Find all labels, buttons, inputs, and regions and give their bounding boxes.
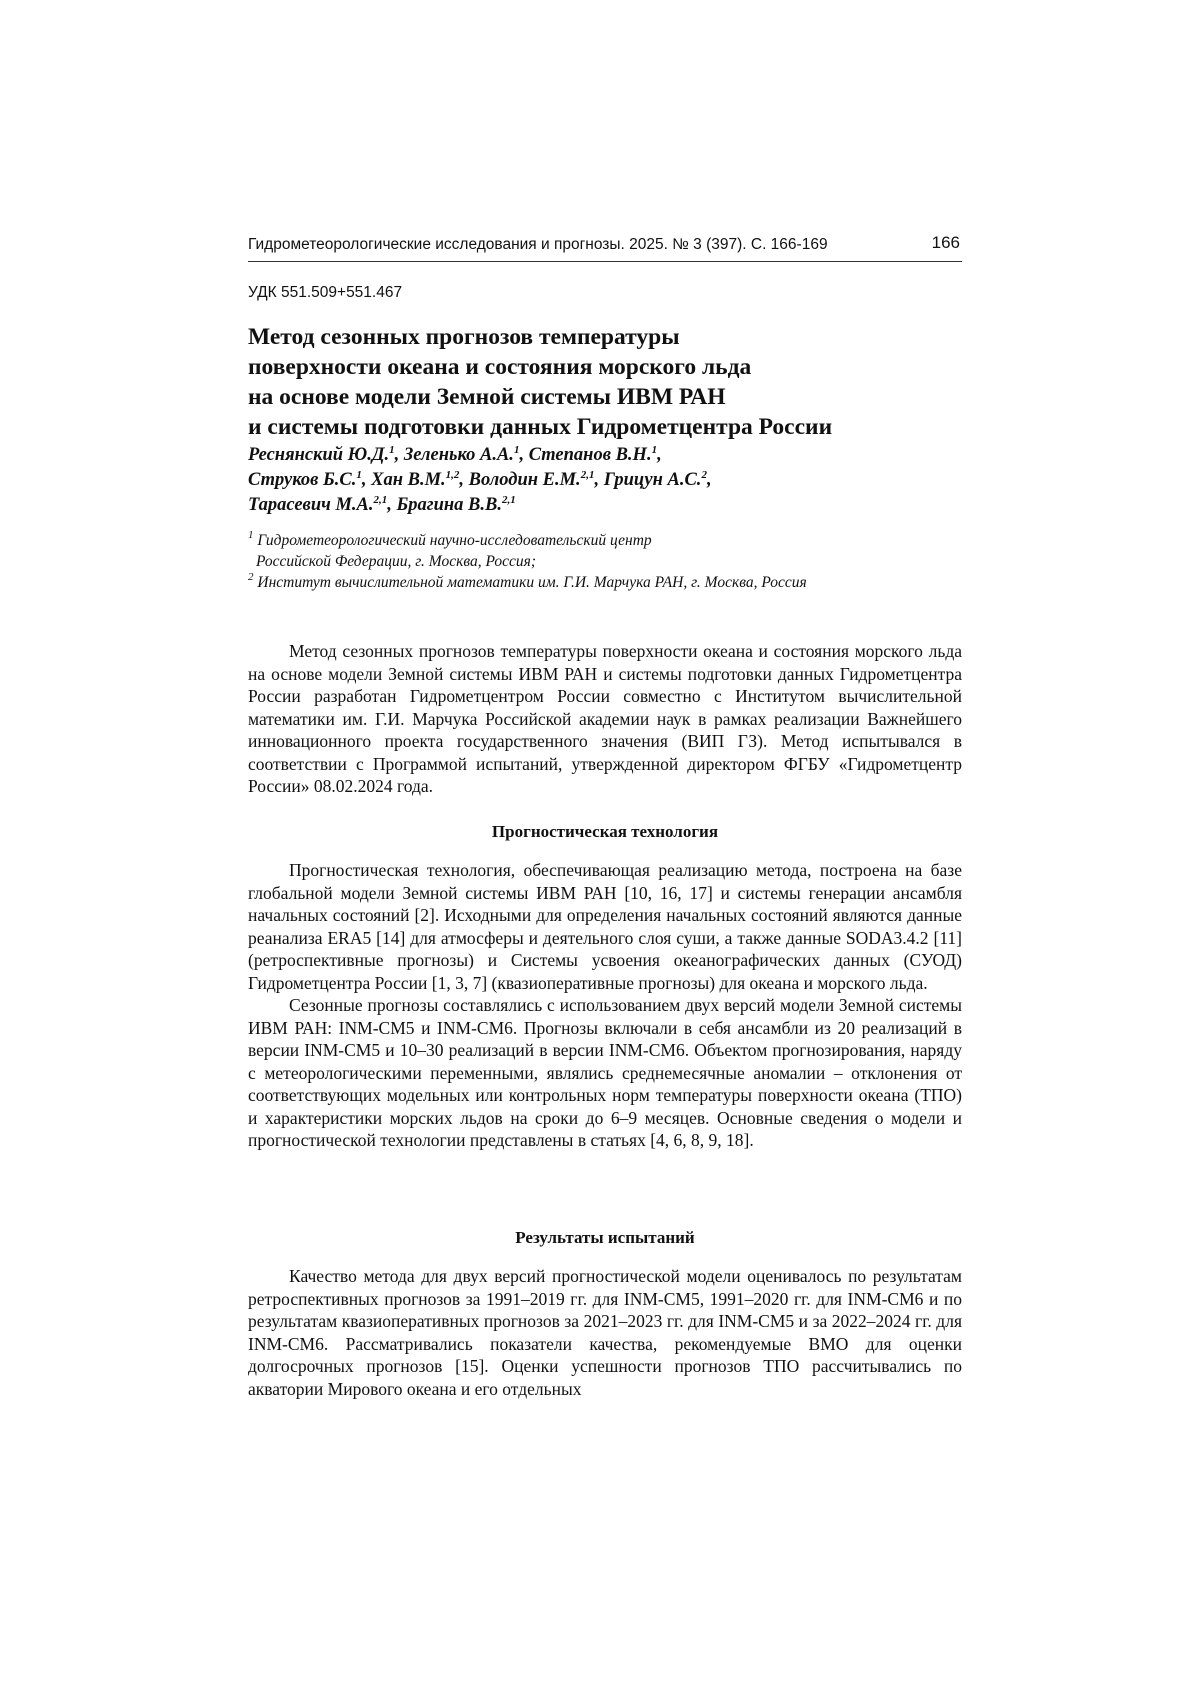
author-name: Реснянский Ю.Д. [248, 445, 390, 465]
author-affiliation-mark: 2,1 [373, 494, 388, 506]
journal-citation: Гидрометеорологические исследования и прогнозы. 2025. № 3 (397). С. 166-169 [248, 236, 828, 253]
affiliation-number: 1 [248, 529, 254, 541]
article-title [248, 322, 948, 442]
author-line: Реснянский Ю.Д.$^1$, Зеленько А.А.$^1$, Степанов В.Н.$^1$, [248, 444, 662, 465]
author-affiliation-mark: 1 [389, 444, 395, 456]
affiliation-2: $^2$ Институт вычислительной математики им. Г.И. Марчука РАН, г. Москва, Россия [248, 571, 807, 591]
author-name: Тарасевич М.А. [248, 495, 374, 515]
title-line: и системы подготовки данных Гидрометцентра России [248, 414, 833, 440]
title-line: поверхности океана и состояния морского льда [248, 354, 752, 380]
author-line: Струков Б.С.$^1$, Хан В.М.$^{1,2}$, Володин Е.М.$^{2,1}$, Грицун А.С.$^2$, [248, 469, 712, 490]
author-line: Тарасевич М.А.$^{2,1}$, Брагина В.В.$^{2,1}$ [248, 494, 516, 515]
paragraph: Сезонные прогнозы составлялись с использованием двух версий модели Земной системы ИВМ РАН: INM-CM5 и INM-CM6. Прогнозы включали в себя ансамбли из 20 реализаций в версии INM-CM5 и 10–30 реализаций в версии INM-CM6. Объектом прогнозирования, наряду с метеорологическими переменными, являлись среднемесячные аномалии – отклонения от соответствующих модельных или контрольных норм температуры поверхности океана (ТПО) и характеристики морских льдов на сроки до 6–9 месяцев. Основные сведения о модели и прогностической технологии представлены в статьях [4, 6, 8, 9, 18]. [248, 995, 962, 1150]
affiliation-1: $^1$ Гидрометеорологический научно-исследовательский центр [248, 529, 652, 549]
running-header [248, 233, 962, 262]
abstract-paragraph: Метод сезонных прогнозов температуры поверхности океана и состояния морского льда на основе модели Земной системы ИВМ РАН и системы подготовки данных Гидрометцентра России разработан Гидрометцентром России совместно с Институтом вычислительной математики им. Г.И. Марчука Российской академии наук в рамках реализации Важнейшего инновационного проекта государственного значения (ВИП ГЗ). Метод испытывался в соответствии с Программой испытаний, утвержденной директором ФГБУ «Гидрометцентр России» 08.02.2024 года. [248, 641, 962, 796]
affiliation-1-continued: Российской Федерации, г. Москва, Россия; [256, 553, 537, 570]
paragraph: Качество метода для двух версий прогностической модели оценивалось по результатам ретроспективных прогнозов за 1991–2019 гг. для INM-CM5, 1991–2020 гг. для INM-CM6 и по результатам квазиоперативных прогнозов за 2021–2023 гг. для INM-CM5 и за 2022–2024 гг. для INM-CM6. Рассматривались показатели качества, рекомендуемые ВМО для оценки долгосрочных прогнозов [15]. Оценки успешности прогнозов ТПО рассчитывались по акватории Мирового океана и его отдельных [248, 1266, 962, 1399]
author-affiliation-mark: 1 [651, 444, 658, 456]
paragraph: Прогностическая технология, обеспечивающая реализацию метода, построена на базе глобальной модели Земной системы ИВМ РАН [10, 16, 17] и системы генерации ансамбля начальных состояний [2]. Исходными для определения начальных состояний являются данные реанализа ERA5 [14] для атмосферы и деятельного слоя суши, а также данные SODA3.4.2 [11] (ретроспективные прогнозы) и Системы усвоения океанографических данных (СУОД) Гидрометцентра России [1, 3, 7] (квазиоперативные прогнозы) для океана и морского льда. [248, 860, 962, 993]
author-affiliation-mark: 2 [701, 469, 707, 481]
section-body [248, 859, 962, 1152]
section-heading: Прогностическая технология [491, 822, 719, 841]
author-name: Хан В.М. [371, 470, 446, 490]
title-line: на основе модели Земной системы ИВМ РАН [248, 384, 726, 410]
affiliations [248, 530, 962, 593]
affiliation-number: 2 [248, 571, 254, 583]
section-body [248, 1265, 962, 1400]
author-name: Грицун А.С. [603, 470, 702, 490]
author-name: Зеленько А.А. [403, 445, 514, 465]
author-name: Володин Е.М. [468, 470, 581, 490]
author-affiliation-mark: 1,2 [445, 469, 460, 481]
section-heading: Результаты испытаний [515, 1228, 695, 1247]
page-number: 166 [931, 233, 960, 252]
author-affiliation-mark: 1 [356, 469, 362, 481]
author-name: Брагина В.В. [396, 495, 502, 515]
author-name: Степанов В.Н. [528, 445, 652, 465]
abstract [248, 640, 962, 798]
author-affiliation-mark: 2,1 [501, 494, 516, 506]
author-list [248, 443, 962, 518]
title-line: Метод сезонных прогнозов температуры [248, 324, 680, 350]
udc-code: УДК 551.509+551.467 [248, 284, 403, 301]
author-affiliation-mark: 1 [513, 444, 520, 456]
author-affiliation-mark: 2,1 [580, 469, 595, 481]
author-name: Струков Б.С. [248, 470, 357, 490]
